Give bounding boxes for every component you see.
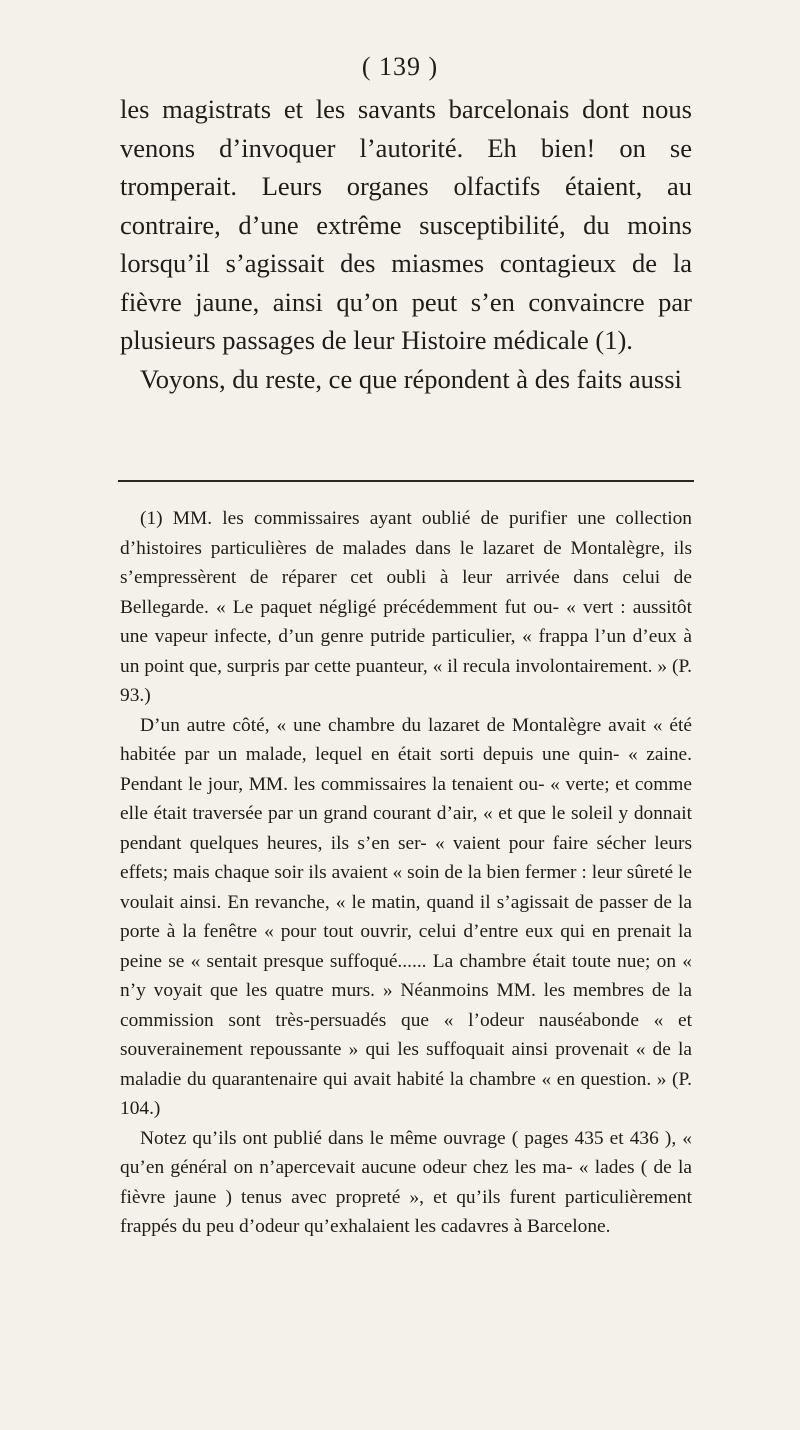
main-paragraph-2: Voyons, du reste, ce que répondent à des faits aussi	[140, 363, 682, 394]
footnote-paragraph-1: (1) MM. les commissaires ayant oublié de purifier une collection d’histoires particulières de malades dans le lazaret de Montalègre, ils s’empressèrent de réparer cet oubli à leur arrivée dans celui de Bellegarde. « Le paquet négligé précédemment fut ou- « vert : aussitôt une vapeur infecte, d’un genre putride particulier, « frappa l’un d’eux à un point que, surpris par cette puanteur, « il recula involontairement. » (P. 93.)	[120, 508, 692, 706]
main-paragraph-1: les magistrats et les savants barcelonais dont nous venons d’invoquer l’autorité. Eh bien! on se tromperait. Leurs organes olfactifs étaient, au contraire, d’une extrême susceptibilité, du moins lorsqu’il s’agissait des miasmes contagieux de la fièvre jaune, ainsi qu’on peut s’en convaincre par plusieurs passages de leur Histoire médicale (1).	[120, 94, 692, 355]
footnote	[120, 504, 692, 1242]
footnote-paragraph-2: D’un autre côté, « une chambre du lazaret de Montalègre avait « été habitée par un malade, lequel en était sorti depuis une quin- « zaine. Pendant le jour, MM. les commissaires la tenaient ou- « verte; et comme elle était traversée par un grand courant d’air, « et que le soleil y donnait pendant quelques heures, ils s’en ser- « vaient pour faire sécher leurs effets; mais chaque soir ils avaient « soin de la bien fermer : leur sûreté le voulait ainsi. En revanche, « le matin, quand il s’agissait de passer de la porte à la fenêtre « pour tout ouvrir, celui d’entre eux qui en prenait la peine se « sentait presque suffoqué...... La chambre était toute nue; on « n’y voyait que les quatre murs. » Néanmoins MM. les membres de la commission sont très-persuadés que « l’odeur nauséabonde « et souverainement repoussante » qui les suffoquait ainsi provenait « de la maladie du quarantenaire qui avait habité la chambre « en question. » (P. 104.)	[120, 714, 692, 1119]
page-number: ( 139 )	[361, 52, 439, 81]
footnote-divider	[118, 480, 694, 482]
footnote-paragraph-3: Notez qu’ils ont publié dans le même ouvrage ( pages 435 et 436 ), « qu’en général on n’apercevait aucune odeur chez les ma- « lades ( de la fièvre jaune ) tenus avec propreté », et qu’ils furent particulièrement frappés du peu d’odeur qu’exhalaient les cadavres à Barcelone.	[120, 1127, 692, 1237]
main-text	[120, 90, 692, 398]
